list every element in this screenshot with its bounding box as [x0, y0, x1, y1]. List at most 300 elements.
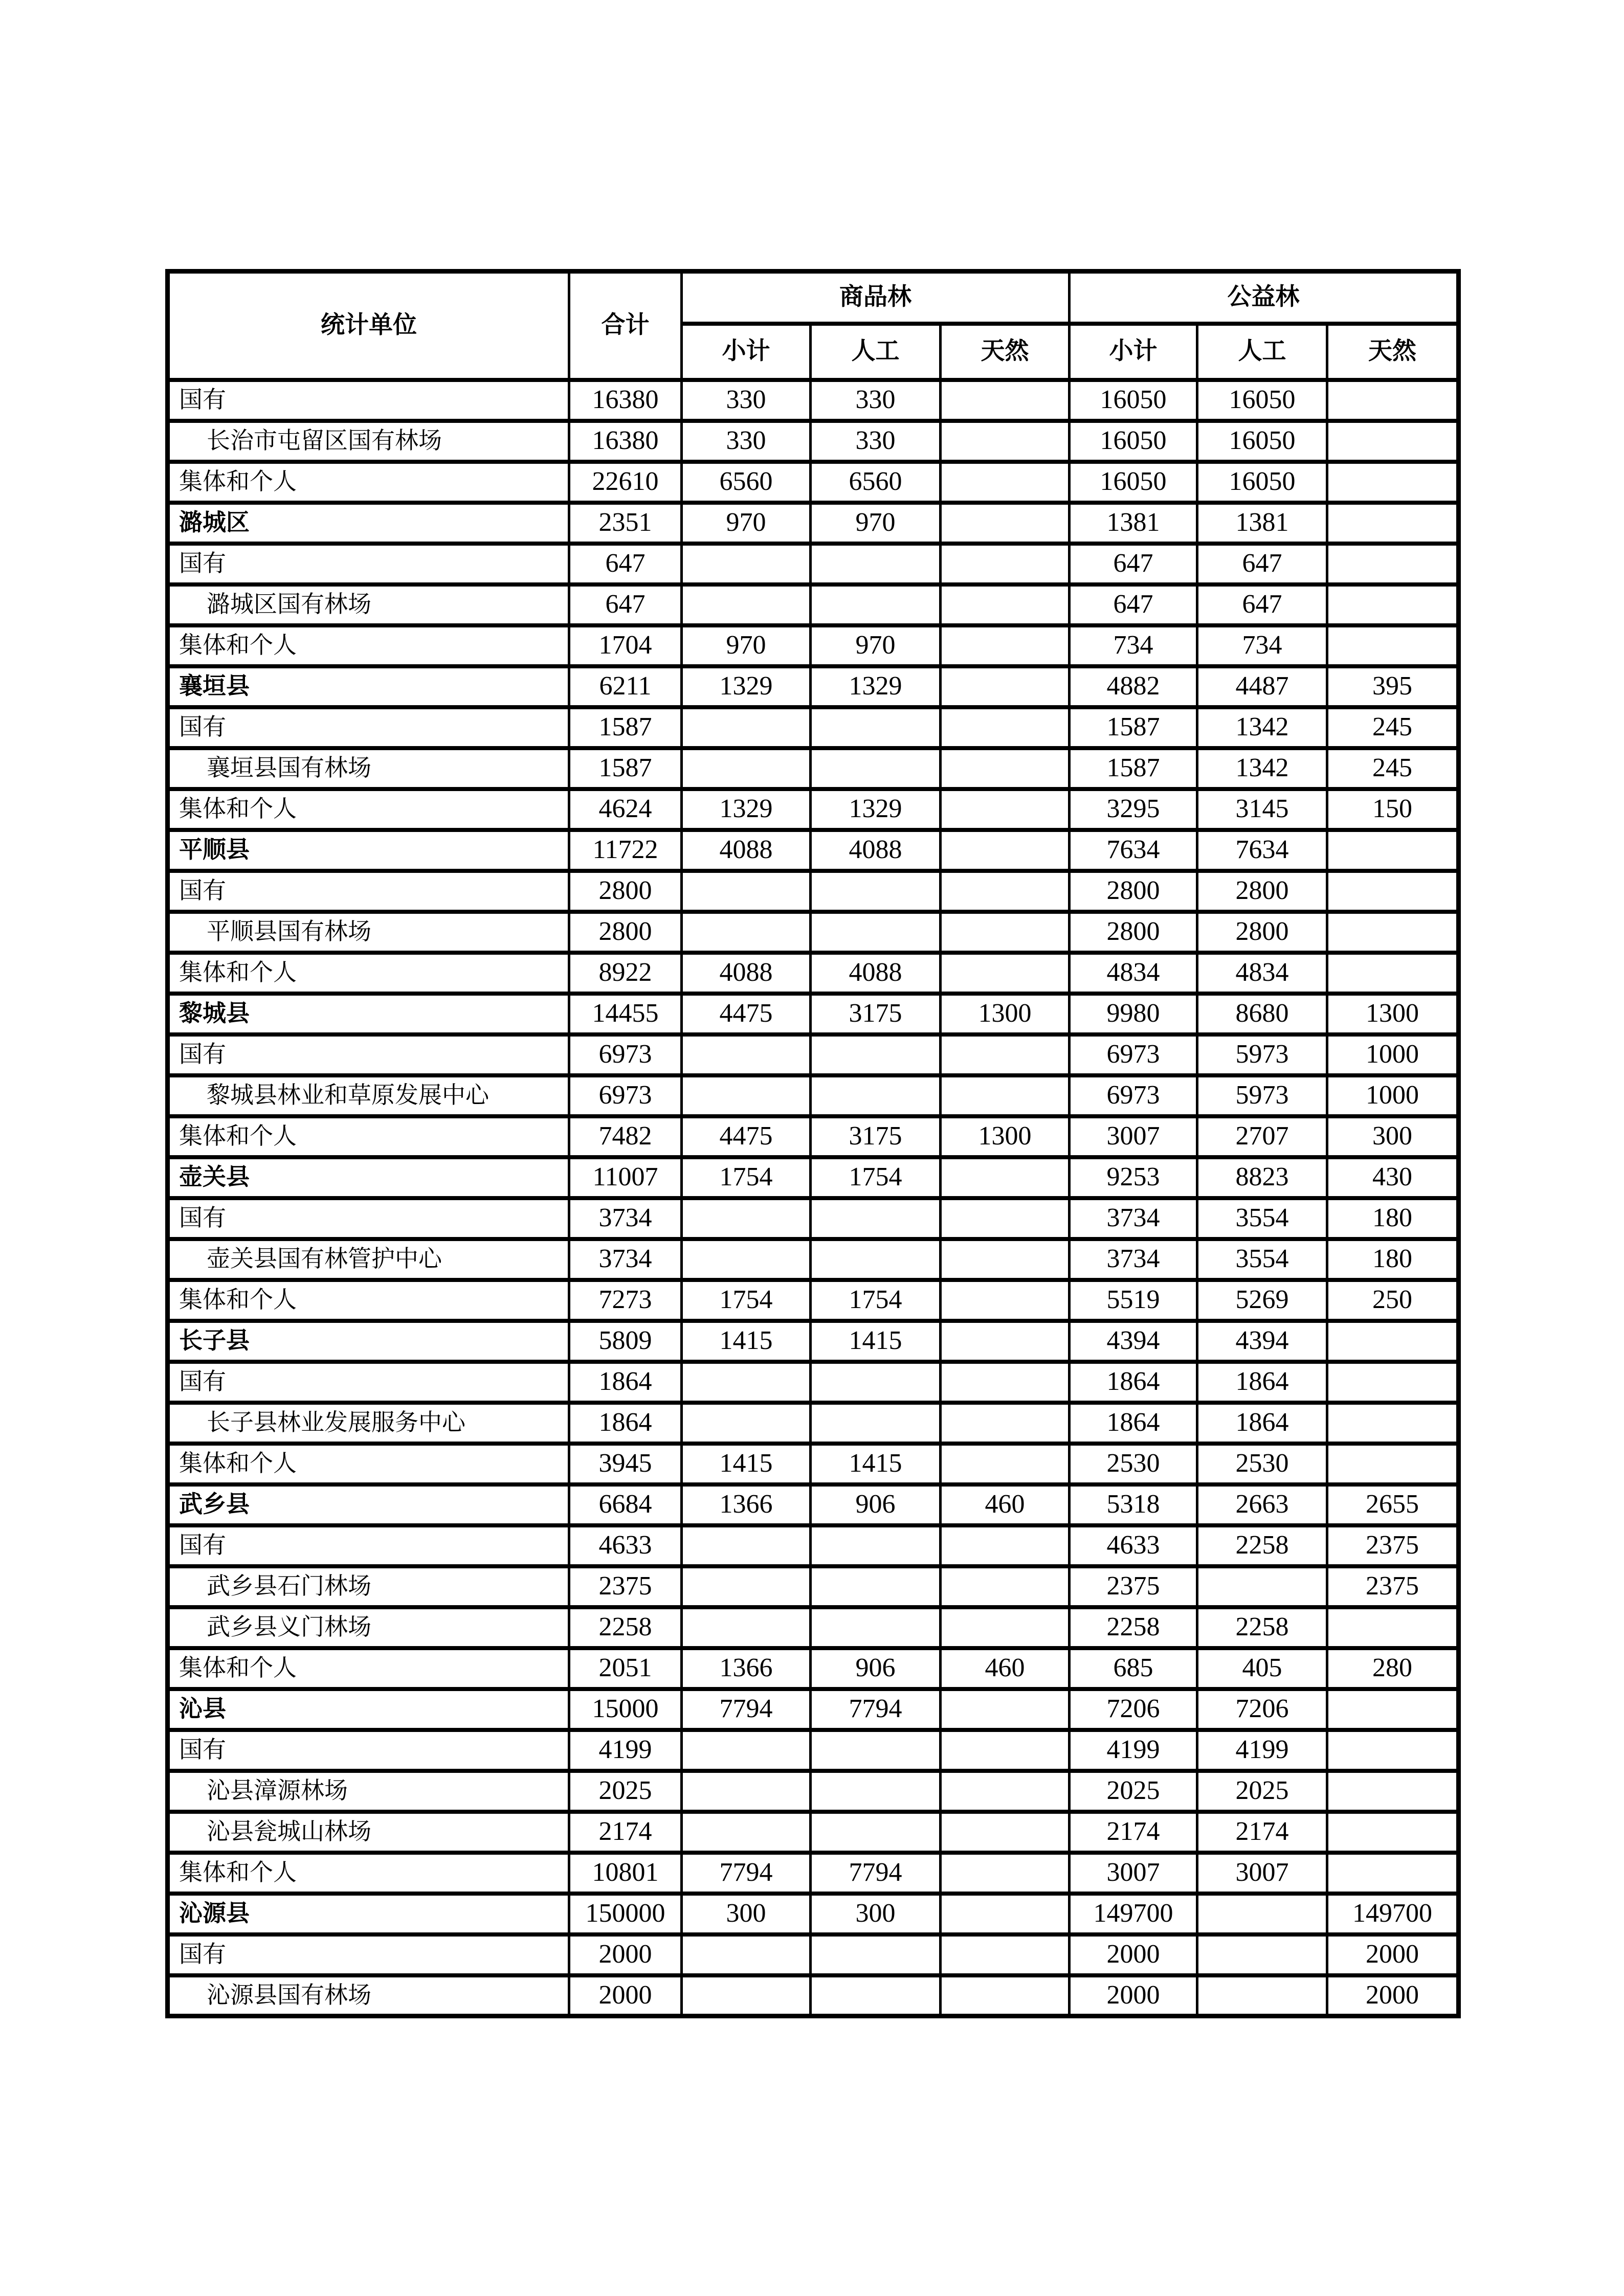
- value-cell: 1587: [1070, 748, 1197, 789]
- value-cell: 1864: [1197, 1362, 1327, 1403]
- table-body: [168, 380, 1459, 2016]
- table-row: [168, 953, 1459, 994]
- value-cell: 7273: [569, 1280, 682, 1321]
- value-cell: 2800: [569, 912, 682, 953]
- table-row: [168, 1280, 1459, 1321]
- value-cell: [941, 1689, 1070, 1730]
- value-cell: 16380: [569, 380, 682, 421]
- unit-name-cell: 黎城县: [168, 994, 569, 1034]
- value-cell: 2174: [1197, 1812, 1327, 1853]
- unit-name-cell: 集体和个人: [168, 1116, 569, 1157]
- value-cell: 2800: [569, 871, 682, 912]
- value-cell: 430: [1327, 1157, 1459, 1198]
- value-cell: 2530: [1070, 1444, 1197, 1484]
- value-cell: 1342: [1197, 707, 1327, 748]
- value-cell: [682, 1812, 811, 1853]
- value-cell: [811, 1362, 941, 1403]
- value-cell: 1381: [1070, 503, 1197, 544]
- value-cell: 2375: [1070, 1566, 1197, 1607]
- value-cell: [811, 1239, 941, 1280]
- table-row: [168, 1648, 1459, 1689]
- value-cell: 149700: [1327, 1894, 1459, 1934]
- value-cell: 2174: [1070, 1812, 1197, 1853]
- unit-name-cell: 武乡县义门林场: [168, 1607, 569, 1648]
- value-cell: 734: [1197, 625, 1327, 666]
- value-cell: 647: [1197, 544, 1327, 584]
- value-cell: [941, 871, 1070, 912]
- value-cell: 1329: [811, 666, 941, 707]
- value-cell: [811, 1034, 941, 1075]
- col-header-commercial-natural: 天然: [941, 324, 1070, 380]
- unit-name-cell: 沁县: [168, 1689, 569, 1730]
- value-cell: 3007: [1197, 1853, 1327, 1894]
- value-cell: 1754: [682, 1280, 811, 1321]
- value-cell: [1327, 462, 1459, 503]
- unit-name-cell: 集体和个人: [168, 462, 569, 503]
- table-row: [168, 1812, 1459, 1853]
- value-cell: [941, 912, 1070, 953]
- value-cell: [682, 1934, 811, 1975]
- value-cell: 7634: [1070, 830, 1197, 871]
- value-cell: [682, 584, 811, 625]
- value-cell: 16050: [1070, 462, 1197, 503]
- value-cell: 7634: [1197, 830, 1327, 871]
- value-cell: 5269: [1197, 1280, 1327, 1321]
- value-cell: [811, 871, 941, 912]
- table-row: [168, 1321, 1459, 1362]
- value-cell: 1704: [569, 625, 682, 666]
- value-cell: [941, 789, 1070, 830]
- value-cell: [1327, 953, 1459, 994]
- value-cell: 1300: [1327, 994, 1459, 1034]
- value-cell: 970: [811, 503, 941, 544]
- value-cell: 2800: [1070, 912, 1197, 953]
- value-cell: 2000: [1327, 1975, 1459, 2016]
- value-cell: 1329: [682, 666, 811, 707]
- unit-name-cell: 襄垣县: [168, 666, 569, 707]
- value-cell: 11007: [569, 1157, 682, 1198]
- table-row: [168, 503, 1459, 544]
- value-cell: [941, 1362, 1070, 1403]
- value-cell: 2375: [1327, 1566, 1459, 1607]
- value-cell: 2025: [569, 1771, 682, 1812]
- value-cell: 3175: [811, 1116, 941, 1157]
- value-cell: 5519: [1070, 1280, 1197, 1321]
- unit-name-cell: 国有: [168, 1362, 569, 1403]
- col-header-commercial-subtotal: 小计: [682, 324, 811, 380]
- value-cell: 2051: [569, 1648, 682, 1689]
- value-cell: [941, 1157, 1070, 1198]
- value-cell: 8823: [1197, 1157, 1327, 1198]
- value-cell: 647: [569, 584, 682, 625]
- value-cell: 8922: [569, 953, 682, 994]
- value-cell: [941, 1034, 1070, 1075]
- table-row: [168, 625, 1459, 666]
- value-cell: 280: [1327, 1648, 1459, 1689]
- value-cell: [941, 1280, 1070, 1321]
- value-cell: 2655: [1327, 1484, 1459, 1525]
- value-cell: 1415: [682, 1444, 811, 1484]
- value-cell: [811, 1975, 941, 2016]
- value-cell: 3945: [569, 1444, 682, 1484]
- value-cell: [1197, 1894, 1327, 1934]
- table-row: [168, 1198, 1459, 1239]
- value-cell: 3007: [1070, 1853, 1197, 1894]
- value-cell: 4487: [1197, 666, 1327, 707]
- value-cell: [941, 1321, 1070, 1362]
- value-cell: 1381: [1197, 503, 1327, 544]
- value-cell: 4199: [1197, 1730, 1327, 1771]
- table-row: [168, 1730, 1459, 1771]
- value-cell: [1327, 1403, 1459, 1444]
- unit-name-cell: 集体和个人: [168, 1853, 569, 1894]
- table-row: [168, 421, 1459, 462]
- value-cell: [1327, 1607, 1459, 1648]
- unit-name-cell: 国有: [168, 1034, 569, 1075]
- value-cell: 16050: [1197, 380, 1327, 421]
- unit-name-cell: 长子县林业发展服务中心: [168, 1403, 569, 1444]
- col-header-public-artificial: 人工: [1197, 324, 1327, 380]
- value-cell: [941, 1934, 1070, 1975]
- value-cell: [941, 1403, 1070, 1444]
- value-cell: [682, 1771, 811, 1812]
- value-cell: [1327, 1730, 1459, 1771]
- unit-name-cell: 黎城县林业和草原发展中心: [168, 1075, 569, 1116]
- value-cell: 3295: [1070, 789, 1197, 830]
- unit-name-cell: 国有: [168, 1730, 569, 1771]
- value-cell: 4088: [811, 830, 941, 871]
- value-cell: 7794: [811, 1689, 941, 1730]
- value-cell: [941, 830, 1070, 871]
- value-cell: [941, 953, 1070, 994]
- value-cell: [682, 1034, 811, 1075]
- table-row: [168, 748, 1459, 789]
- value-cell: 4834: [1197, 953, 1327, 994]
- unit-name-cell: 集体和个人: [168, 625, 569, 666]
- value-cell: [682, 1607, 811, 1648]
- unit-name-cell: 平顺县: [168, 830, 569, 871]
- value-cell: 150000: [569, 1894, 682, 1934]
- value-cell: 3554: [1197, 1198, 1327, 1239]
- value-cell: 460: [941, 1648, 1070, 1689]
- value-cell: [682, 1362, 811, 1403]
- value-cell: [941, 1444, 1070, 1484]
- value-cell: 7794: [682, 1853, 811, 1894]
- value-cell: 647: [1197, 584, 1327, 625]
- value-cell: [941, 748, 1070, 789]
- value-cell: 1587: [1070, 707, 1197, 748]
- group-header-commercial-forest: 商品林: [682, 272, 1070, 324]
- value-cell: 2375: [569, 1566, 682, 1607]
- value-cell: 1864: [569, 1362, 682, 1403]
- value-cell: 16050: [1197, 462, 1327, 503]
- value-cell: 6973: [569, 1034, 682, 1075]
- value-cell: 2258: [569, 1607, 682, 1648]
- value-cell: [811, 1525, 941, 1566]
- value-cell: 1329: [811, 789, 941, 830]
- table-row: [168, 1771, 1459, 1812]
- value-cell: 10801: [569, 1853, 682, 1894]
- value-cell: [1327, 1812, 1459, 1853]
- unit-name-cell: 长子县: [168, 1321, 569, 1362]
- unit-name-cell: 沁源县国有林场: [168, 1975, 569, 2016]
- value-cell: 970: [811, 625, 941, 666]
- unit-name-cell: 沁县漳源林场: [168, 1771, 569, 1812]
- forest-stats-table: [165, 269, 1461, 2018]
- table-row: [168, 1853, 1459, 1894]
- col-header-public-natural: 天然: [1327, 324, 1459, 380]
- value-cell: 1587: [569, 748, 682, 789]
- value-cell: [941, 625, 1070, 666]
- value-cell: 1864: [569, 1403, 682, 1444]
- value-cell: [941, 1198, 1070, 1239]
- table-row: [168, 1975, 1459, 2016]
- value-cell: 1000: [1327, 1034, 1459, 1075]
- value-cell: 6973: [1070, 1075, 1197, 1116]
- value-cell: 5809: [569, 1321, 682, 1362]
- value-cell: 7482: [569, 1116, 682, 1157]
- value-cell: 4088: [682, 830, 811, 871]
- value-cell: 150: [1327, 789, 1459, 830]
- value-cell: 906: [811, 1648, 941, 1689]
- table-row: [168, 584, 1459, 625]
- value-cell: 1366: [682, 1484, 811, 1525]
- value-cell: 685: [1070, 1648, 1197, 1689]
- value-cell: [811, 748, 941, 789]
- value-cell: [941, 503, 1070, 544]
- value-cell: 1754: [682, 1157, 811, 1198]
- value-cell: [811, 707, 941, 748]
- value-cell: [1197, 1934, 1327, 1975]
- value-cell: 9253: [1070, 1157, 1197, 1198]
- value-cell: 1864: [1197, 1403, 1327, 1444]
- value-cell: 4633: [1070, 1525, 1197, 1566]
- table-row: [168, 380, 1459, 421]
- value-cell: 300: [1327, 1116, 1459, 1157]
- value-cell: [1327, 1444, 1459, 1484]
- value-cell: 4475: [682, 1116, 811, 1157]
- value-cell: [941, 1894, 1070, 1934]
- value-cell: [811, 1198, 941, 1239]
- value-cell: [1327, 912, 1459, 953]
- value-cell: 4475: [682, 994, 811, 1034]
- value-cell: [811, 1730, 941, 1771]
- value-cell: [941, 1607, 1070, 1648]
- unit-name-cell: 沁源县: [168, 1894, 569, 1934]
- value-cell: [1327, 1362, 1459, 1403]
- value-cell: 3734: [1070, 1198, 1197, 1239]
- table-row: [168, 994, 1459, 1034]
- value-cell: 2000: [1070, 1975, 1197, 2016]
- value-cell: 16380: [569, 421, 682, 462]
- table-row: [168, 707, 1459, 748]
- value-cell: [941, 1239, 1070, 1280]
- table-row: [168, 1894, 1459, 1934]
- value-cell: [682, 1075, 811, 1116]
- unit-name-cell: 集体和个人: [168, 1280, 569, 1321]
- value-cell: [811, 1566, 941, 1607]
- value-cell: [941, 1812, 1070, 1853]
- value-cell: [811, 1075, 941, 1116]
- value-cell: 7206: [1197, 1689, 1327, 1730]
- table-row: [168, 1689, 1459, 1730]
- table-row: [168, 1484, 1459, 1525]
- value-cell: [941, 380, 1070, 421]
- table-row: [168, 1525, 1459, 1566]
- value-cell: [811, 1934, 941, 1975]
- unit-name-cell: 集体和个人: [168, 1444, 569, 1484]
- value-cell: 330: [682, 380, 811, 421]
- unit-name-cell: 国有: [168, 544, 569, 584]
- value-cell: 395: [1327, 666, 1459, 707]
- value-cell: 2258: [1070, 1607, 1197, 1648]
- value-cell: [941, 707, 1070, 748]
- table-header: [168, 272, 1459, 380]
- table-row: [168, 1934, 1459, 1975]
- value-cell: 300: [682, 1894, 811, 1934]
- value-cell: 2663: [1197, 1484, 1327, 1525]
- value-cell: [1197, 1975, 1327, 2016]
- value-cell: 4834: [1070, 953, 1197, 994]
- table-row: [168, 1157, 1459, 1198]
- value-cell: 245: [1327, 748, 1459, 789]
- unit-name-cell: 潞城区: [168, 503, 569, 544]
- value-cell: 3734: [569, 1198, 682, 1239]
- table-row: [168, 544, 1459, 584]
- col-header-commercial-artificial: 人工: [811, 324, 941, 380]
- value-cell: 1415: [811, 1444, 941, 1484]
- value-cell: 250: [1327, 1280, 1459, 1321]
- value-cell: 5973: [1197, 1034, 1327, 1075]
- value-cell: [682, 1730, 811, 1771]
- value-cell: [941, 1730, 1070, 1771]
- value-cell: [1327, 421, 1459, 462]
- value-cell: 1329: [682, 789, 811, 830]
- value-cell: 1300: [941, 994, 1070, 1034]
- value-cell: 7794: [811, 1853, 941, 1894]
- value-cell: [682, 871, 811, 912]
- value-cell: 3734: [569, 1239, 682, 1280]
- value-cell: [811, 1812, 941, 1853]
- value-cell: 2800: [1070, 871, 1197, 912]
- value-cell: [1327, 1771, 1459, 1812]
- unit-name-cell: 国有: [168, 1525, 569, 1566]
- value-cell: 2025: [1197, 1771, 1327, 1812]
- table-row: [168, 1116, 1459, 1157]
- value-cell: 2000: [569, 1975, 682, 2016]
- value-cell: [1327, 544, 1459, 584]
- value-cell: [682, 912, 811, 953]
- table-row: [168, 1444, 1459, 1484]
- value-cell: 15000: [569, 1689, 682, 1730]
- table-row: [168, 1566, 1459, 1607]
- value-cell: [1197, 1566, 1327, 1607]
- value-cell: 8680: [1197, 994, 1327, 1034]
- value-cell: [682, 1239, 811, 1280]
- value-cell: [682, 1525, 811, 1566]
- value-cell: 4088: [682, 953, 811, 994]
- value-cell: 330: [811, 421, 941, 462]
- unit-name-cell: 壶关县国有林管护中心: [168, 1239, 569, 1280]
- value-cell: 1366: [682, 1648, 811, 1689]
- value-cell: [1327, 871, 1459, 912]
- unit-name-cell: 国有: [168, 1198, 569, 1239]
- value-cell: 4199: [569, 1730, 682, 1771]
- value-cell: 1415: [811, 1321, 941, 1362]
- value-cell: 6560: [682, 462, 811, 503]
- unit-name-cell: 集体和个人: [168, 1648, 569, 1689]
- value-cell: 4882: [1070, 666, 1197, 707]
- value-cell: 970: [682, 625, 811, 666]
- value-cell: [682, 1975, 811, 2016]
- value-cell: [941, 1075, 1070, 1116]
- value-cell: 970: [682, 503, 811, 544]
- value-cell: 180: [1327, 1239, 1459, 1280]
- value-cell: 2025: [1070, 1771, 1197, 1812]
- value-cell: 1587: [569, 707, 682, 748]
- value-cell: 2174: [569, 1812, 682, 1853]
- value-cell: 14455: [569, 994, 682, 1034]
- value-cell: [682, 748, 811, 789]
- value-cell: 6211: [569, 666, 682, 707]
- value-cell: 647: [1070, 584, 1197, 625]
- value-cell: 1754: [811, 1157, 941, 1198]
- value-cell: 2800: [1197, 912, 1327, 953]
- value-cell: [941, 666, 1070, 707]
- value-cell: [811, 584, 941, 625]
- value-cell: 3145: [1197, 789, 1327, 830]
- value-cell: [811, 1607, 941, 1648]
- value-cell: [941, 1975, 1070, 2016]
- value-cell: [941, 421, 1070, 462]
- unit-name-cell: 国有: [168, 707, 569, 748]
- value-cell: 2375: [1327, 1525, 1459, 1566]
- unit-name-cell: 壶关县: [168, 1157, 569, 1198]
- value-cell: 5318: [1070, 1484, 1197, 1525]
- value-cell: 300: [811, 1894, 941, 1934]
- value-cell: [1327, 1853, 1459, 1894]
- value-cell: [941, 1771, 1070, 1812]
- value-cell: 16050: [1070, 380, 1197, 421]
- table-row: [168, 1034, 1459, 1075]
- unit-name-cell: 集体和个人: [168, 953, 569, 994]
- value-cell: 180: [1327, 1198, 1459, 1239]
- col-header-total: 合计: [569, 272, 682, 380]
- value-cell: 1300: [941, 1116, 1070, 1157]
- value-cell: [941, 544, 1070, 584]
- value-cell: 460: [941, 1484, 1070, 1525]
- unit-name-cell: 集体和个人: [168, 789, 569, 830]
- value-cell: 2530: [1197, 1444, 1327, 1484]
- value-cell: [941, 462, 1070, 503]
- value-cell: [1327, 584, 1459, 625]
- value-cell: 9980: [1070, 994, 1197, 1034]
- value-cell: [811, 1403, 941, 1444]
- value-cell: 7206: [1070, 1689, 1197, 1730]
- value-cell: 1342: [1197, 748, 1327, 789]
- value-cell: 6684: [569, 1484, 682, 1525]
- value-cell: 4394: [1197, 1321, 1327, 1362]
- table-row: [168, 1607, 1459, 1648]
- value-cell: [1327, 503, 1459, 544]
- value-cell: 3554: [1197, 1239, 1327, 1280]
- unit-name-cell: 国有: [168, 1934, 569, 1975]
- value-cell: [682, 707, 811, 748]
- unit-name-cell: 潞城区国有林场: [168, 584, 569, 625]
- value-cell: 1864: [1070, 1403, 1197, 1444]
- value-cell: 2000: [569, 1934, 682, 1975]
- unit-name-cell: 国有: [168, 380, 569, 421]
